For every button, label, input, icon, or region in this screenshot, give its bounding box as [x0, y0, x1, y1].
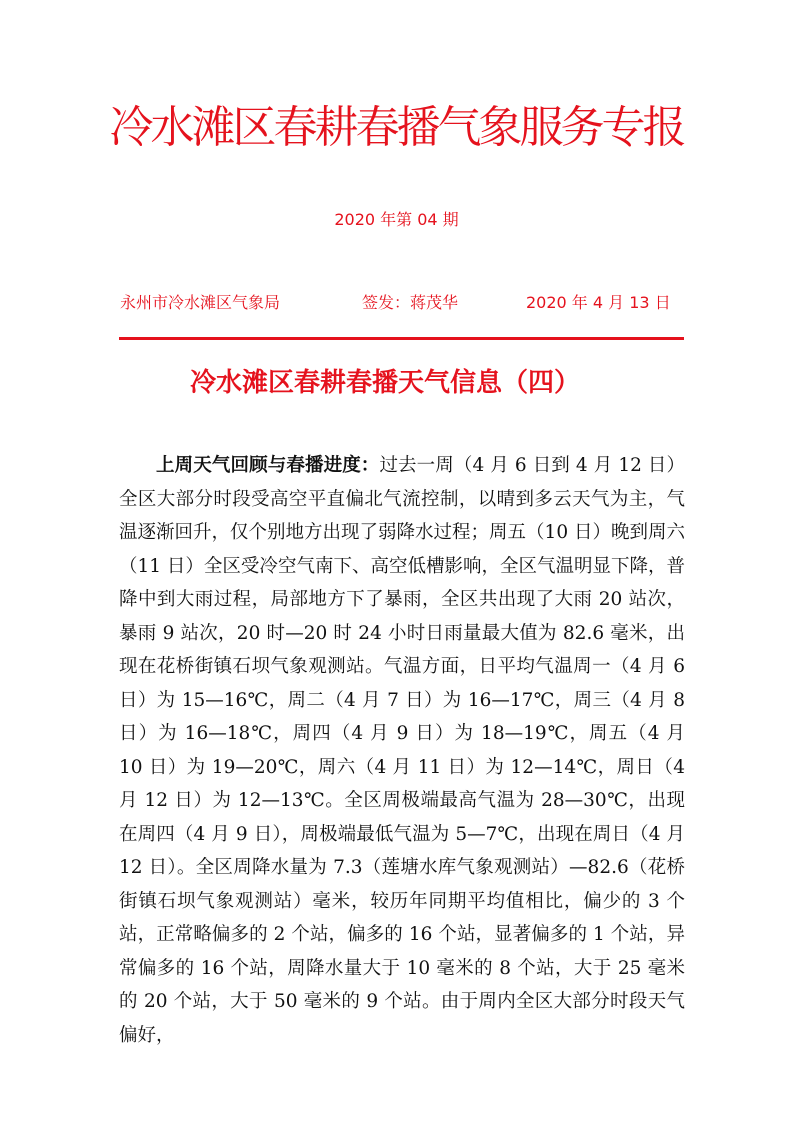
- masthead-title: 冷水滩区春耕春播气象服务专报: [109, 102, 684, 153]
- issue-number: 2020 年第 04 期: [334, 210, 459, 229]
- signer: 签发：蒋茂华: [362, 293, 459, 312]
- body-text: 过去一周（4 月 6 日到 4 月 12 日）全区大部分时段受高空平直偏北气流控制，以晴到多云天气为主，气温逐渐回升，仅个别地方出现了弱降水过程；周五（10 日）晚到周六（11 日）全区受冷空气南下、高空低槽影响，全区气温明显下降，普降中到大雨过程，局部地方下了暴雨，全区共出现了大雨 20 站次，暴雨 9 站次，20 时—20 时 24 小时日雨量最大值为 82.6 毫米，出现在花桥街镇石坝气象观测站。气温方面，日平均气温周一（4 月 6 日）为 15—16℃，周二（4 月 7 日）为 16—17℃，周三（4 月 8 日）为 16—18℃，周四（4 月 9 日）为 18—19℃，周五（4 月 10 日）为 19—20℃，周六（4 月 11 日）为 12—14℃，周日（4 月 12 日）为 12—13℃。全区周极端最高气温为 28—30℃，出现在周四（4 月 9 日），周极端最低气温为 5—7℃，出现在周日（4 月 12 日）。全区周降水量为 7.3（莲塘水库气象观测站）—82.6（花桥街镇石坝气象观测站）毫米，较历年同期平均值相比，偏少的 3 个站，正常略偏多的 2 个站，偏多的 16 个站，显著偏多的 1 个站，异常偏多的 16 个站，周降水量大于 10 毫米的 8 个站，大于 25 毫米的 20 个站，大于 50 毫米的 9 个站。由于周内全区大部分时段天气偏好，: [119, 455, 685, 1046]
- header-divider: [119, 337, 684, 340]
- section-lead: 上周天气回顾与春播进度：: [156, 455, 380, 476]
- article-title: 冷水滩区春耕春播天气信息（四）: [190, 368, 581, 398]
- issuing-org: 永州市冷水滩区气象局: [120, 293, 281, 312]
- issue-date: 2020 年 4 月 13 日: [526, 293, 671, 312]
- body-paragraph: [119, 449, 685, 1052]
- article-body: [119, 449, 685, 1052]
